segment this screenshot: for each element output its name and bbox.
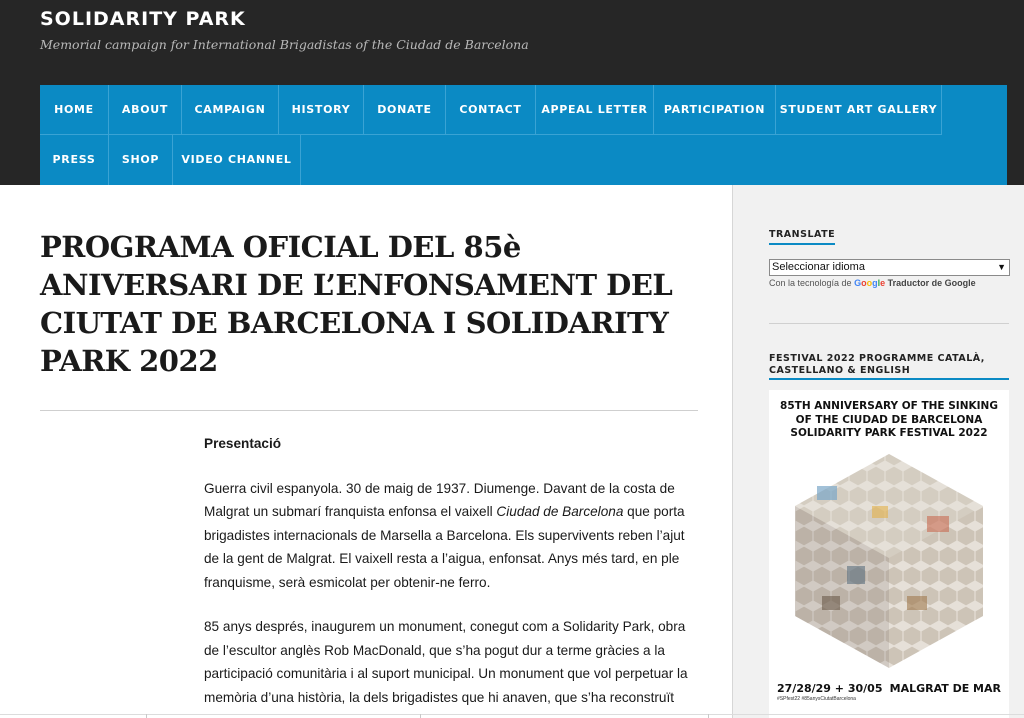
poster-line: SOLIDARITY PARK FESTIVAL 2022 [790, 427, 988, 439]
paragraph-text: Guerra civil espanyola. 30 de maig de 1937. Diumenge. Davant de la costa de Malgrat un submarí franquista enfonsa el vaixell [204, 480, 675, 519]
powered-prefix: Con la tecnología de [769, 278, 852, 288]
nav-contact[interactable]: CONTACT [446, 85, 536, 135]
nav-donate[interactable]: DONATE [364, 85, 446, 135]
title-divider [40, 410, 698, 411]
article-content [204, 432, 699, 718]
article-paragraph-1 [204, 477, 699, 595]
divider-tick [146, 714, 147, 718]
divider-tick [708, 714, 709, 718]
article-paragraph-2: 85 anys després, inaugurem un monument, conegut com a Solidarity Park, obra de l’escultor anglès Rob MacDonald, que s’ha pogut dur a terme gràcies a la participació comunitària i al suport municipal. Un monument que vol perpetuar la memòria d’una història, la dels brigadistes que hi anaven, que s’ha reconstruït [204, 619, 688, 705]
festival-poster[interactable] [769, 390, 1009, 718]
poster-heading [769, 400, 1009, 441]
nav-home[interactable]: HOME [40, 85, 109, 135]
ship-name: Ciudad de Barcelona [496, 504, 624, 519]
widget-divider [769, 323, 1009, 324]
divider-tick [420, 714, 421, 718]
paragraph-text: que porta brigadistes internacionals de Marsella a Barcelona. Els supervivents reben l’ajut de la gent de Malgrat. El vaixell resta a l’aigua, enfonsat. Anys més tard, en ple franquisme, serà esmicolat per obtenir-ne ferro. [204, 504, 685, 590]
article-title: PROGRAMA OFICIAL DEL 85è ANIVERSARI DE L’ENFONSAMENT DEL CIUTAT DE BARCELONA I SOLIDARITY PARK 2022 [40, 230, 673, 378]
nav-press[interactable]: PRESS [40, 135, 109, 185]
site-description: Memorial campaign for International Brigadistas of the Ciudad de Barcelona [40, 37, 529, 52]
widget-title-underline [769, 243, 835, 245]
poster-line: 85TH ANNIVERSARY OF THE SINKING [780, 400, 998, 412]
translate-widget-title: TRANSLATE [769, 229, 836, 240]
language-select[interactable] [769, 259, 1010, 276]
nav-video-channel[interactable]: VIDEO CHANNEL [173, 135, 301, 185]
poster-hashtags: #SPfest22 #85anysCiutatBarcelona [777, 696, 856, 702]
poster-dates: 27/28/29 + 30/05 [777, 682, 883, 695]
poster-place: MALGRAT DE MAR [889, 682, 1001, 695]
sidebar [732, 185, 1024, 718]
nav-shop[interactable]: SHOP [109, 135, 173, 185]
nav-about[interactable]: ABOUT [109, 85, 182, 135]
powered-by-google [769, 278, 976, 288]
widget-title-underline [769, 378, 1009, 380]
chevron-down-icon: ▼ [997, 262, 1006, 272]
site-title[interactable]: SOLIDARITY PARK [40, 8, 246, 30]
site-header [0, 0, 1024, 185]
nav-appeal-letter[interactable]: APPEAL LETTER [536, 85, 654, 135]
nav-student-art-gallery[interactable]: STUDENT ART GALLERY [776, 85, 942, 135]
festival-widget-title: FESTIVAL 2022 PROGRAMME CATALÀ, CASTELLANO & ENGLISH [769, 353, 985, 376]
translate-link[interactable]: Traductor de Google [887, 278, 976, 288]
page-bottom-divider [0, 714, 1024, 715]
poster-mosaic-image [777, 446, 1001, 676]
nav-participation[interactable]: PARTICIPATION [654, 85, 776, 135]
nav-history[interactable]: HISTORY [279, 85, 364, 135]
article-subhead: Presentació [204, 436, 282, 451]
nav-campaign[interactable]: CAMPAIGN [182, 85, 279, 135]
google-logo-icon[interactable]: Google [854, 278, 886, 288]
main-navigation [40, 85, 1007, 185]
language-select-value: Seleccionar idioma [772, 261, 865, 273]
poster-line: OF THE CIUDAD DE BARCELONA [795, 413, 983, 426]
